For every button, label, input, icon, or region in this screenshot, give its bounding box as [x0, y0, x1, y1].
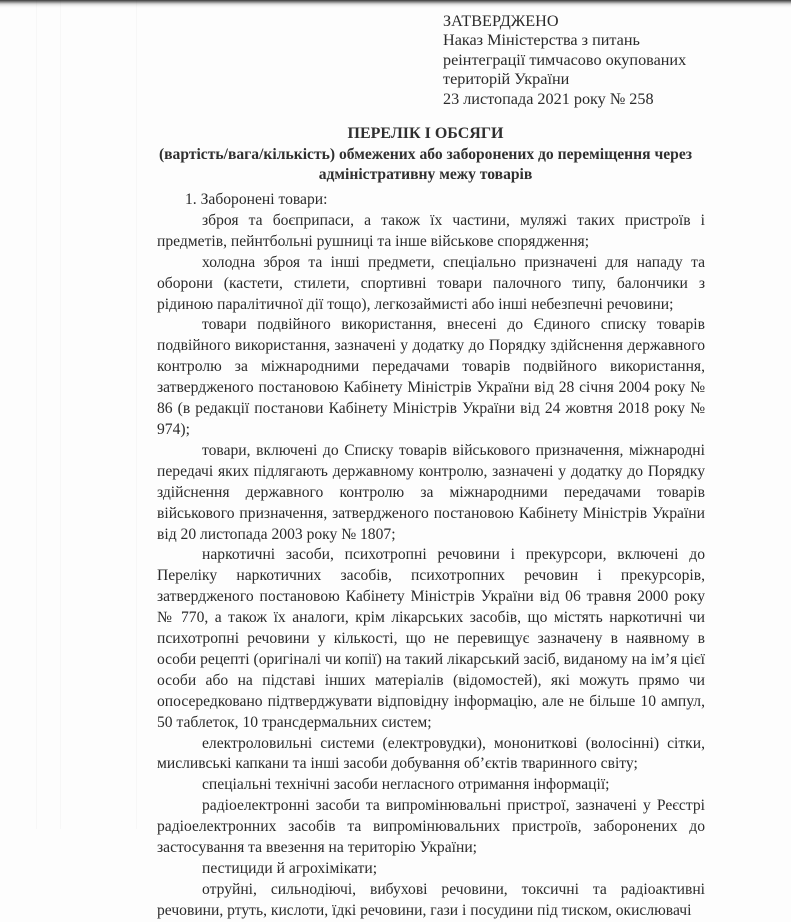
- list-paragraph: отруйні, сильнодіючі, вибухові речовини, токсичні та радіоактивні речовини, ртуть, кислоти, їдкі речовини, гази і посудини під тиском, окислювачі: [157, 880, 705, 919]
- list-paragraph: спеціальні технічні засоби негласного отримання інформації;: [202, 776, 610, 794]
- scan-top-shadow: [0, 0, 791, 8]
- list-paragraph: пестициди й агрохімікати;: [202, 860, 378, 877]
- approval-line: територій України: [443, 70, 570, 89]
- document-subtitle-line: адміністративну межу товарів: [318, 166, 533, 183]
- list-paragraph: зброя та боєприпаси, а також їх частини, муляжі таких пристроїв і предметів, пейнтбольні рушниці та інше військове спорядження;: [157, 211, 705, 250]
- list-paragraph: електроловильні системи (електровудки), монониткові (волосінні) сітки, мисливські капкани та інші засоби добування об’єктів тваринного світу;: [157, 734, 705, 773]
- document-title-block: [130, 124, 721, 185]
- list-paragraph: холодна зброя та інші предмети, спеціально призначені для нападу та оборони (кастети, стилети, спортивні товари палочного типу, балончики з рідиною паралітичної дії тощо), легкозаймисті або інші небезпечні речовини;: [157, 253, 705, 313]
- document-subtitle-line: (вартість/вага/кількість) обмежених або заборонених до переміщення через: [158, 146, 693, 163]
- list-paragraph: наркотичні засоби, психотропні речовини і прекурсори, включені до Переліку наркотичних засобів, психотропних речовин і прекурсорів, затвердженого постановою Кабінету Міністрів України від 06 травня 2000 року № 770, а також їх аналоги, крім лікарських засобів, що містять наркотичні чи психотропні речовини у кількості, що не перевищує зазначену в наявному в особи рецепті (оригіналі чи копії) на такий лікарський засіб, виданому на ім’я цієї особи або на підставі інших матеріалів (відомостей), які можуть прямо чи опосередковано підтверджувати відповідну інформацію, але не більше 10 ампул, 50 таблеток, 10 трансдермальних систем;: [157, 546, 705, 731]
- scan-artifact-line: [60, 0, 61, 829]
- approval-stamp-block: [443, 12, 686, 109]
- list-paragraph: товари подвійного використання, внесені до Єдиного списку товарів подвійного використання, зазначені у додатку до Порядку здійснення державного контролю за міжнародними передачами товарів подвійного використання, затвердженого постановою Кабінету Міністрів України від 28 січня 2004 року № 86 (в редакції постанови Кабінету Міністрів України від 24 жовтня 2018 року № 974);: [157, 316, 705, 438]
- approval-line: ЗАТВЕРДЖЕНО: [443, 12, 559, 30]
- approval-line: 23 листопада 2021 року № 258: [443, 89, 654, 108]
- document-body: [157, 190, 705, 922]
- scan-artifact-line: [36, 0, 37, 829]
- section-heading: 1. Заборонені товари:: [185, 191, 328, 208]
- approval-line: Наказ Міністерства з питань: [443, 31, 640, 50]
- list-paragraph: товари, включені до Списку товарів військового призначення, міжнародні передачі яких підлягають державному контролю, зазначені у додатку до Порядку здійснення державного контролю за міжнародними передачами товарів військового призначення, затвердженого постановою Кабінету Міністрів України від 20 листопада 2003 року № 1807;: [157, 441, 705, 543]
- list-paragraph: радіоелектронні засоби та випромінювальні пристрої, зазначені у Реєстрі радіоелектронних засобів та випромінювальних пристроїв, заборонених до застосування та ввезення на територію України;: [157, 797, 705, 857]
- approval-line: реінтеграції тимчасово окупованих: [443, 50, 687, 69]
- document-title: ПЕРЕЛІК І ОБСЯГИ: [347, 125, 504, 142]
